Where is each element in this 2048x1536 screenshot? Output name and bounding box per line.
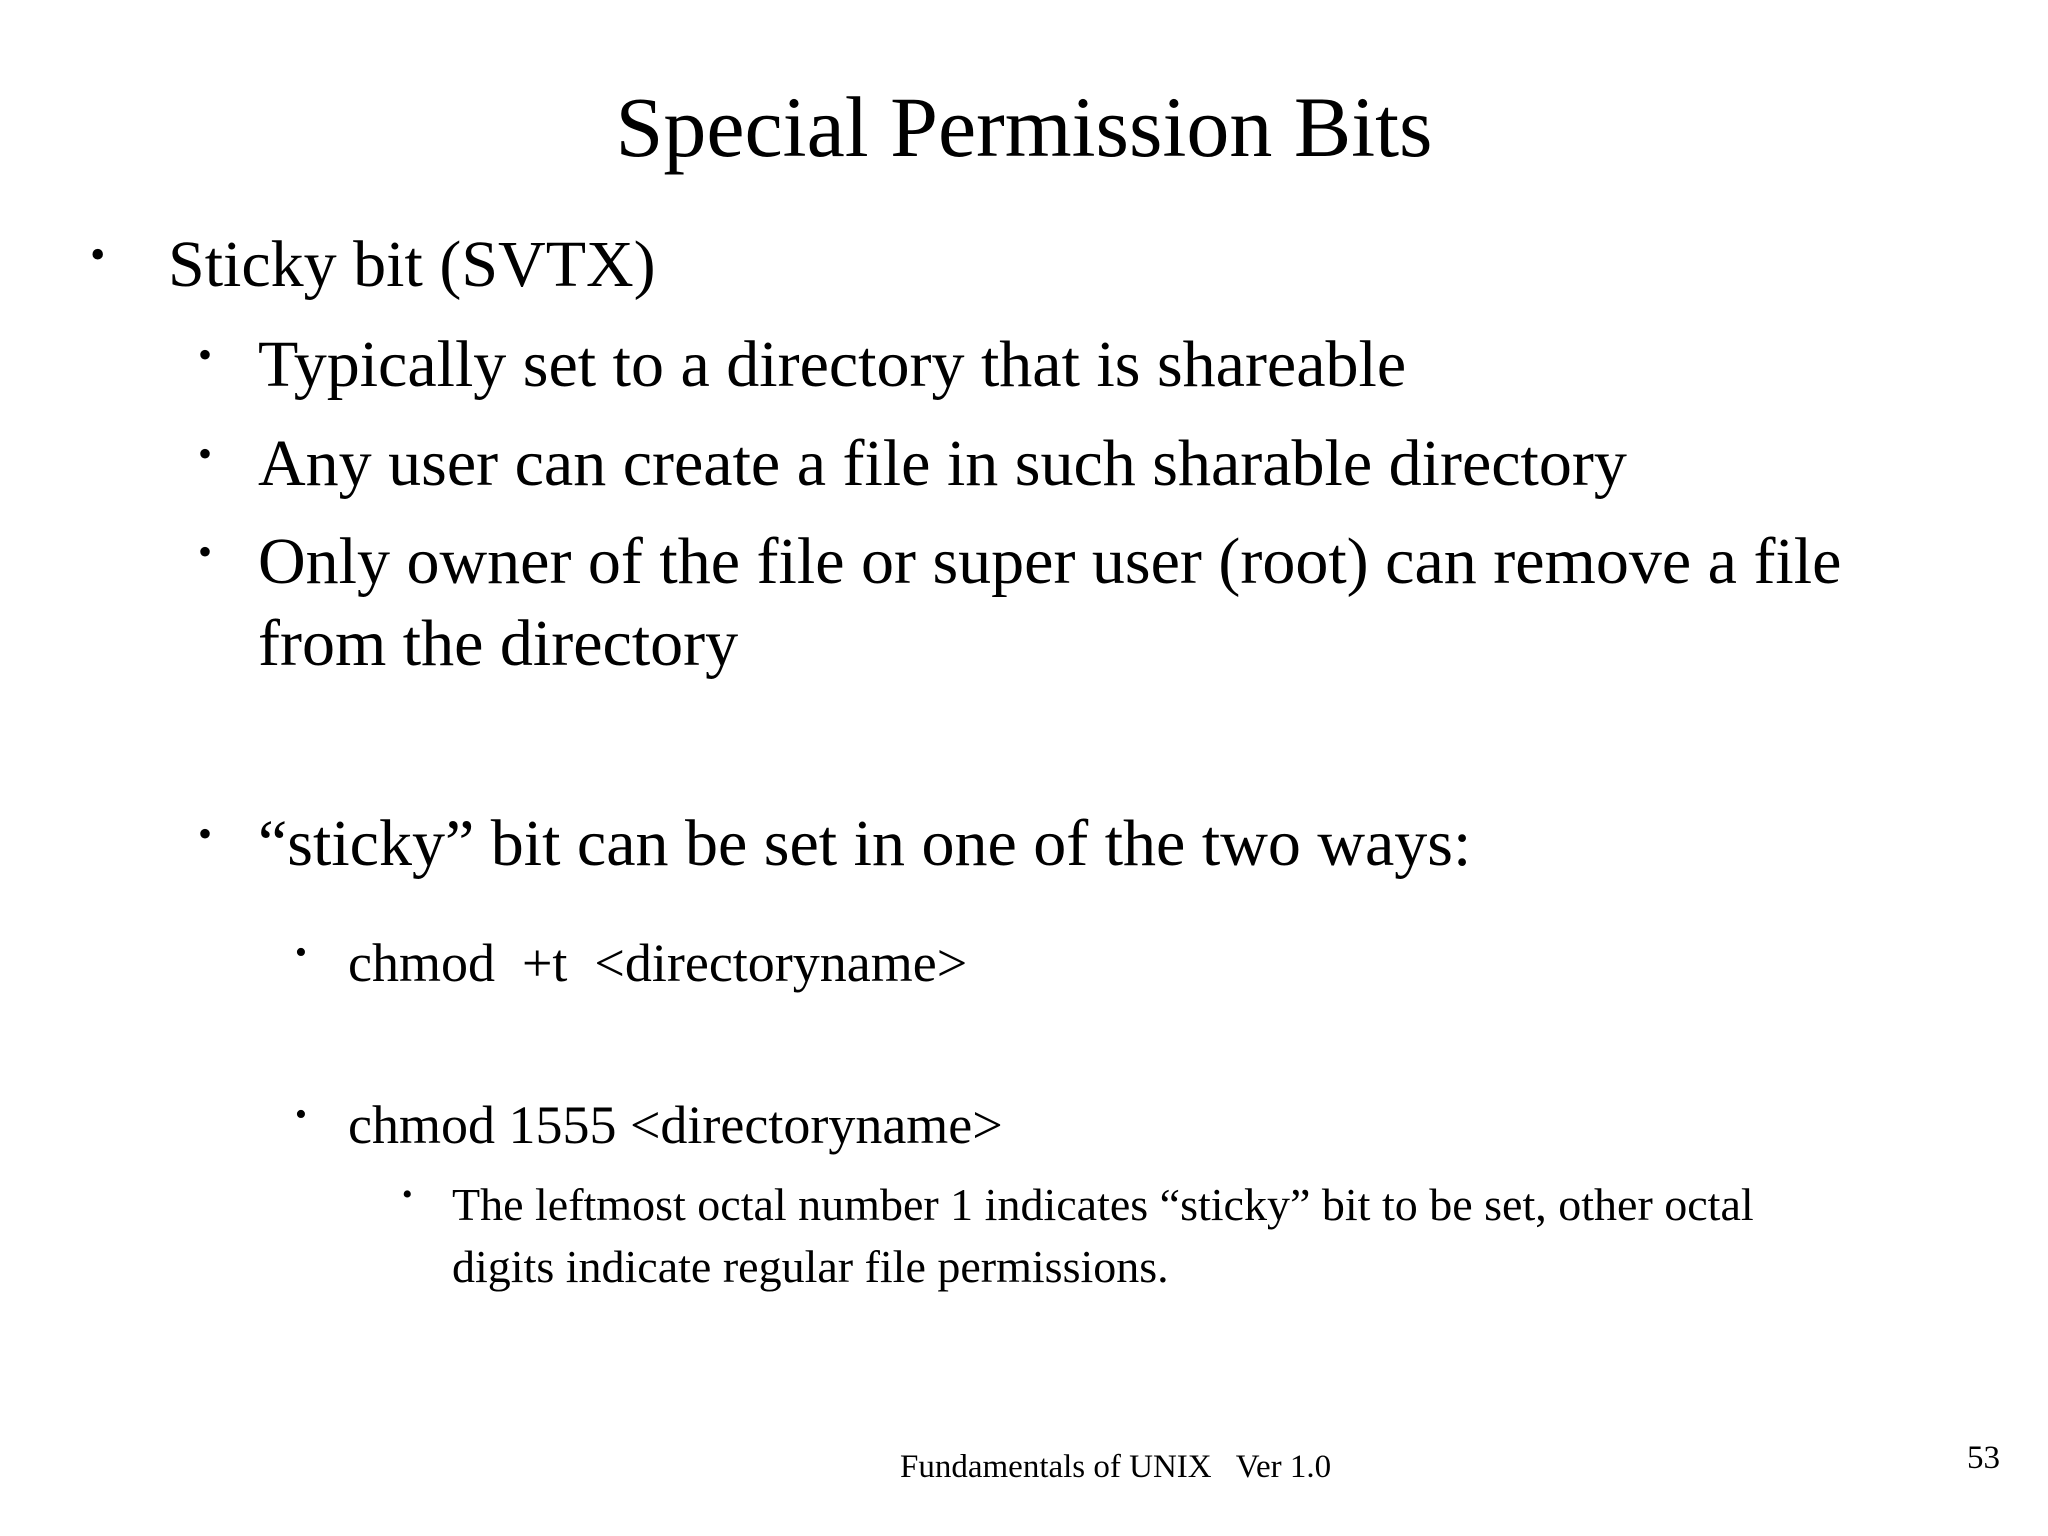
bullet-text: Any user can create a file in such sharable directory bbox=[258, 427, 1627, 500]
bullet-text: chmod 1555 <directoryname> bbox=[348, 1095, 1003, 1155]
bullet-icon: • bbox=[295, 934, 307, 971]
bullet-icon: • bbox=[198, 431, 213, 476]
bullet-text: Sticky bit (SVTX) bbox=[168, 228, 656, 301]
bullet-icon: • bbox=[198, 811, 213, 856]
bullet-text-line-1: The leftmost octal number 1 indicates “sticky” bit to be set, other octal bbox=[452, 1179, 1754, 1230]
bullet-text-line-2: from the directory bbox=[258, 607, 739, 680]
bullet-text: Typically set to a directory that is shareable bbox=[258, 328, 1407, 401]
bullet-text-line-1: Only owner of the file or super user (root) can remove a file bbox=[258, 525, 1842, 598]
bullet-text: “sticky” bit can be set in one of the two ways: bbox=[258, 807, 1472, 880]
slide-title: Special Permission Bits bbox=[615, 79, 1433, 175]
bullet-icon: • bbox=[295, 1096, 307, 1133]
bullet-text: chmod +t <directoryname> bbox=[348, 933, 968, 993]
bullet-icon: • bbox=[402, 1178, 413, 1211]
page-number: 53 bbox=[1967, 1440, 2000, 1476]
bullet-icon: • bbox=[198, 332, 213, 377]
bullet-icon: • bbox=[198, 529, 213, 574]
bullet-icon: • bbox=[90, 230, 106, 279]
slide-footer: Fundamentals of UNIX Ver 1.0 bbox=[900, 1449, 1332, 1485]
bullet-text-line-2: digits indicate regular file permissions. bbox=[452, 1241, 1169, 1292]
